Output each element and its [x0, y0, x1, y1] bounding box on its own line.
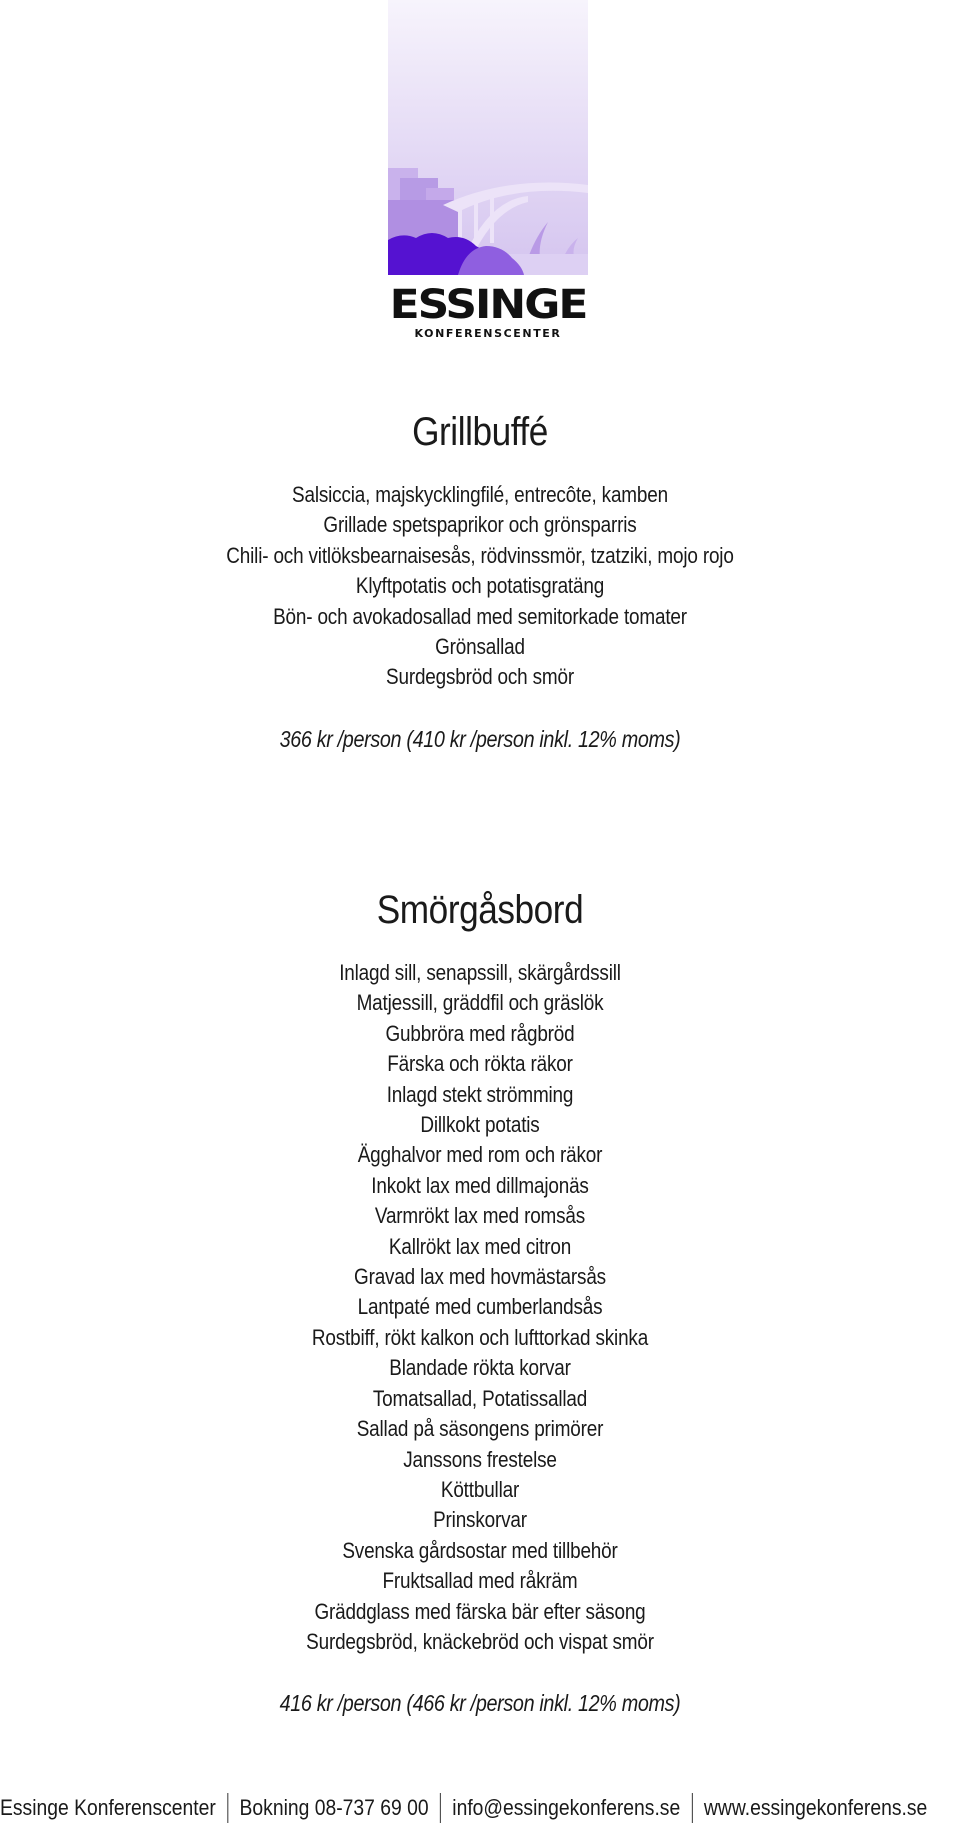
menu-item: Gravad lax med hovmästarsås: [354, 1264, 606, 1290]
menu-item: Köttbullar: [440, 1476, 520, 1502]
menu-item: Rostbiff, rökt kalkon och lufttorkad skinka: [311, 1324, 649, 1350]
menu-item: Grönsallad: [435, 634, 525, 660]
menu-item: Prinskorvar: [433, 1507, 527, 1533]
footer-email-link[interactable]: info@essingekonferens.se: [452, 1795, 681, 1820]
menu-item: Blandade rökta korvar: [389, 1355, 571, 1381]
logo-illustration: [388, 0, 588, 275]
menu-list: [0, 958, 960, 1657]
menu-item: Fruktsallad med råkräm: [382, 1568, 578, 1594]
price-line: 366 kr /person (410 kr /person inkl. 12% moms): [279, 725, 681, 752]
footer-website-link[interactable]: www.essingekonferens.se: [703, 1795, 928, 1820]
menu-item: Dillkokt potatis: [420, 1112, 540, 1138]
footer: [0, 1793, 960, 1823]
menu-item: Chili- och vitlöksbearnaisesås, rödvinssmör, tzatziki, mojo rojo: [226, 542, 734, 568]
menu-item: Salsiccia, majskycklingfilé, entrecôte, kamben: [292, 482, 668, 507]
menu-item: Tomatsallad, Potatissallad: [372, 1385, 588, 1411]
menu-item: Inlagd sill, senapssill, skärgårdssill: [339, 960, 621, 985]
menu-item: Varmrökt lax med romsås: [374, 1203, 586, 1229]
menu-item: Lantpaté med cumberlandsås: [357, 1294, 603, 1320]
footer-contact-bar: [0, 1793, 939, 1823]
menu-item: Sallad på säsongens primörer: [356, 1416, 604, 1442]
footer-company: Essinge Konferenscenter: [0, 1795, 216, 1820]
menu-item: Svenska gårdsostar med tillbehör: [342, 1537, 618, 1563]
menu-item: Matjessill, gräddfil och gräslök: [356, 990, 604, 1016]
menu-section-grillbuffe: [0, 408, 960, 754]
menu-item: Inlagd stekt strömming: [386, 1081, 574, 1107]
menu-item: Surdegsbröd och smör: [386, 664, 574, 690]
menu-section-smorgasbord: [0, 886, 960, 1718]
section-title: Grillbuffé: [412, 410, 548, 454]
menu-item: Inkokt lax med dillmajonäs: [371, 1172, 589, 1198]
menu-item: Bön- och avokadosallad med semitorkade tomater: [273, 603, 687, 629]
menu-item: Ägghalvor med rom och räkor: [357, 1142, 603, 1168]
section-title: Smörgåsbord: [376, 888, 584, 932]
menu-list: [0, 480, 960, 693]
menu-item: Färska och rökta räkor: [387, 1051, 573, 1077]
logo-wordmark: ESSINGE: [389, 281, 587, 328]
menu-item: Grillade spetspaprikor och grönsparris: [323, 512, 637, 538]
menu-item: Gräddglass med färska bär efter säsong: [314, 1598, 646, 1624]
menu-item: Gubbröra med rågbröd: [385, 1020, 575, 1046]
logo-subtitle: KONFERENSCENTER: [414, 327, 562, 340]
footer-booking-phone: Bokning 08-737 69 00: [239, 1795, 429, 1820]
price-line: 416 kr /person (466 kr /person inkl. 12% moms): [279, 1690, 681, 1717]
menu-item: Kallrökt lax med citron: [388, 1233, 572, 1259]
company-logo: [388, 0, 588, 340]
menu-item: Janssons frestelse: [403, 1446, 557, 1472]
menu-item: Surdegsbröd, knäckebröd och vispat smör: [306, 1628, 654, 1654]
menu-item: Klyftpotatis och potatisgratäng: [355, 573, 605, 599]
